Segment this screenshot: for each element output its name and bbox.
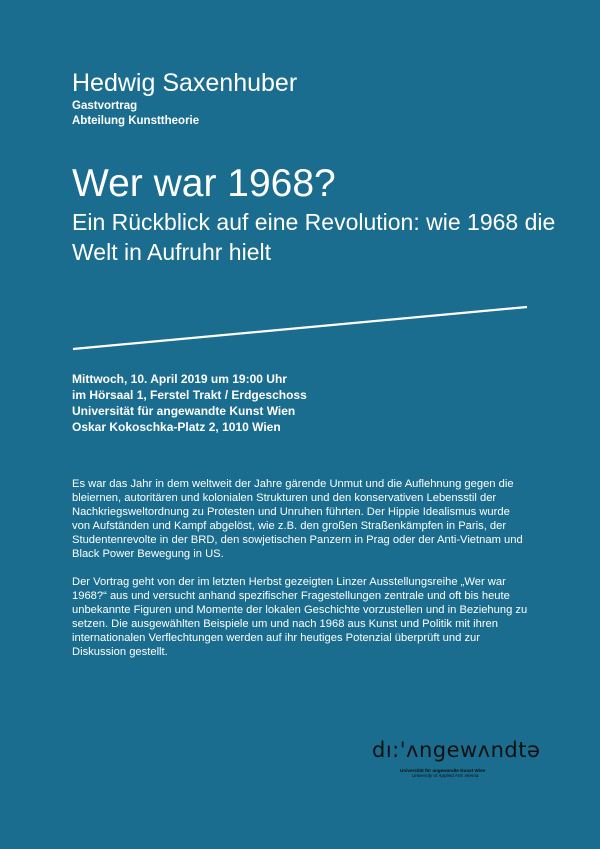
department: Abteilung Kunsttheorie bbox=[72, 115, 200, 127]
speaker-name: Hedwig Saxenhuber bbox=[72, 69, 298, 97]
event-details bbox=[72, 371, 307, 435]
event-institution: Universität für angewandte Kunst Wien bbox=[72, 404, 296, 418]
logo-line-2: University of Applied Arts Vienna bbox=[412, 773, 479, 778]
talk-type: Gastvortrag bbox=[72, 100, 138, 112]
description-paragraph-2: Der Vortrag geht von der im letzten Herbst gezeigten Linzer Ausstellungsreihe „Wer war 1968?“ aus und versucht anhand spezifischer Fragestellungen zentrale und oft bis heute unbekannte Figuren und Momente der lokalen Geschichte vorzustellen und in Beziehung zu setzen. Die ausgewählten Beispiele um und nach 1968 aus Kunst und Politik mit ihren internationalen Verflechtungen werden auf ihr heutiges Potenzial überprüft und zur Diskussion gestellt. bbox=[72, 576, 528, 658]
logo-line-1: Universität für angewandte Kunst Wien bbox=[400, 768, 486, 773]
talk-subtitle: Ein Rückblick auf eine Revolution: wie 1968 die Welt in Aufruhr hielt bbox=[72, 209, 556, 265]
logo-wordmark: dı:'ʌngewʌndtə bbox=[372, 738, 541, 762]
talk-title: Wer war 1968? bbox=[72, 162, 336, 205]
diagonal-divider bbox=[72, 302, 532, 354]
event-date: Mittwoch, 10. April 2019 um 19:00 Uhr bbox=[72, 372, 287, 386]
event-room: im Hörsaal 1, Ferstel Trakt / Erdgeschoss bbox=[72, 388, 307, 402]
angewandte-logo bbox=[372, 738, 541, 778]
description-paragraph-1: Es war das Jahr in dem weltweit der Jahre gärende Unmut und die Auflehnung gegen die bleiernen, autoritären und kolonialen Strukturen und den konservativen Lebensstil der Nachkriegsweltordnung zu Protesten und Unruhen führten. Der Hippie Idealismus wurde von Aufständen und Kampf abgelöst, wie z.B. den großen Straßenkämpfen in Paris, der Studentenrevolte in der BRD, den sowjetischen Panzern in Prag oder der Anti-Vietnam und Black Power Bewegung in US. bbox=[72, 478, 523, 560]
event-address: Oskar Kokoschka-Platz 2, 1010 Wien bbox=[72, 420, 281, 434]
